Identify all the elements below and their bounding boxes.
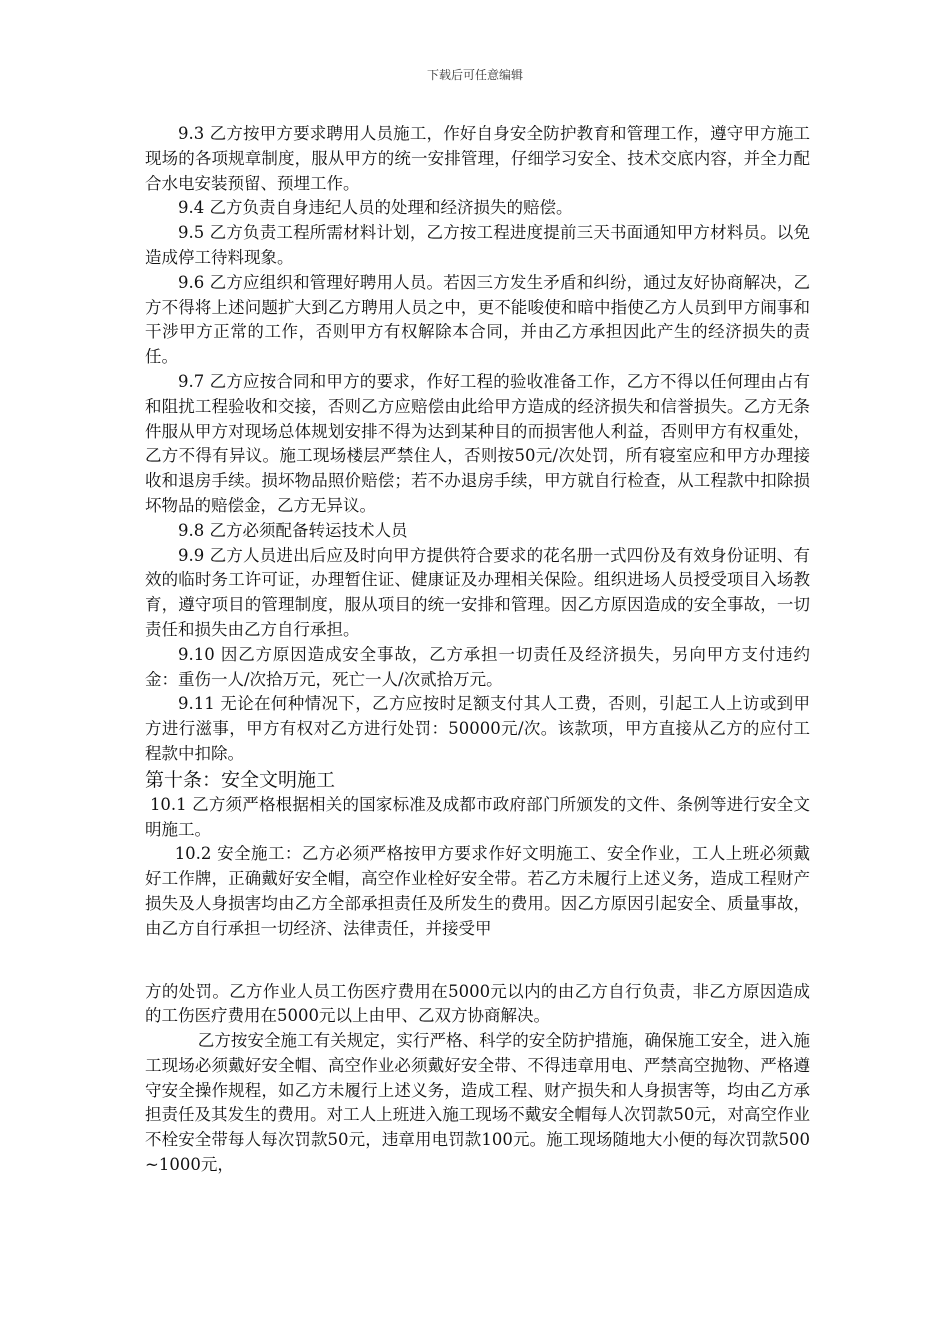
clause-9-4: 9.4 乙方负责自身违纪人员的处理和经济损失的赔偿。 bbox=[178, 198, 573, 218]
article-10-heading: 第十条：安全文明施工 bbox=[145, 768, 336, 791]
clause-9-6: 9.6 乙方应组织和管理好聘用人员。若因三方发生矛盾和纠纷，通过友好协商解决，乙方不得将上述问题扩大到乙方聘用人员之中，更不能唆使和暗中指使乙方人员到甲方闹事和干涉甲方正常的工作，否则甲方有权解除本合同，并由乙方承担因此产生的经济损失的责任。 bbox=[145, 272, 810, 367]
clause-10-2-continued: 方的处罚。乙方作业人员工伤医疗费用在5000元以内的由乙方自行负责，非乙方原因造成的工伤医疗费用在5000元以上由甲、乙双方协商解决。 bbox=[145, 981, 810, 1026]
page-header: 下载后可任意编辑 bbox=[426, 68, 523, 82]
clause-9-11: 9.11 无论在何种情况下，乙方应按时足额支付其人工费，否则，引起工人上访或到甲方进行滋事，甲方有权对乙方进行处罚：50000元/次。该款项，甲方直接从乙方的应付工程款中扣除。 bbox=[145, 694, 810, 763]
clause-9-10: 9.10 因乙方原因造成安全事故，乙方承担一切责任及经济损失，另向甲方支付违约金：重伤一人/次拾万元，死亡一人/次贰拾万元。 bbox=[145, 644, 810, 689]
clause-9-9: 9.9 乙方人员进出后应及时向甲方提供符合要求的花名册一式四份及有效身份证明、有效的临时务工许可证，办理暂住证、健康证及办理相关保险。组织进场人员授受项目入场教育，遵守项目的管理制度，服从项目的统一安排和管理。因乙方原因造成的安全事故，一切责任和损失由乙方自行承担。 bbox=[145, 545, 810, 639]
clause-10-1: 10.1 乙方须严格根据相关的国家标准及成都市政府部门所颁发的文件、条例等进行安全文明施工。 bbox=[145, 794, 810, 839]
clause-10-2: 10.2 安全施工：乙方必须严格按甲方要求作好文明施工、安全作业，工人上班必须戴好工作牌，正确戴好安全帽，高空作业栓好安全带。若乙方未履行上述义务，造成工程财产损失及人身损害均由乙方全部承担责任及所发生的费用。因乙方原因引起安全、质量事故，由乙方自行承担一切经济、法律责任，并接受甲 bbox=[145, 844, 810, 938]
clause-9-5: 9.5 乙方负责工程所需材料计划，乙方按工程进度提前三天书面通知甲方材料员。以免造成停工待料现象。 bbox=[145, 223, 810, 267]
document-body bbox=[145, 122, 810, 1178]
clause-9-3: 9.3 乙方按甲方要求聘用人员施工，作好自身安全防护教育和管理工作，遵守甲方施工现场的各项规章制度，服从甲方的统一安排管理，仔细学习安全、技术交底内容，并全力配合水电安装预留、预埋工作。 bbox=[145, 124, 810, 193]
clause-10-safety-measures: 乙方按安全施工有关规定，实行严格、科学的安全防护措施，确保施工安全，进入施工现场必须戴好安全帽、高空作业必须戴好安全带、不得违章用电、严禁高空抛物、严格遵守安全操作规程，如乙方未履行上述义务，造成工程、财产损失和人身损害等，均由乙方承担责任及其发生的费用。对工人上班进入施工现场不戴安全帽每人次罚款50元，对高空作业不栓安全带每人每次罚款50元，违章用电罚款100元。施工现场随地大小便的每次罚款500~1000元， bbox=[145, 1031, 810, 1175]
clause-9-8: 9.8 乙方必须配备转运技术人员 bbox=[178, 520, 408, 540]
clause-9-7: 9.7 乙方应按合同和甲方的要求，作好工程的验收准备工作，乙方不得以任何理由占有和阻扰工程验收和交接，否则乙方应赔偿由此给甲方造成的经济损失和信誉损失。乙方无条件服从甲方对现场总体规划安排不得为达到某种目的而损害他人利益，否则甲方有权重处，乙方不得有异议。施工现场楼层严禁住人，否则按50元/次处罚，所有寝室应和甲方办理接收和退房手续。损坏物品照价赔偿；若不办退房手续，甲方就自行检查，从工程款中扣除损坏物品的赔偿金，乙方无异议。 bbox=[145, 371, 810, 515]
page-break bbox=[145, 942, 810, 980]
